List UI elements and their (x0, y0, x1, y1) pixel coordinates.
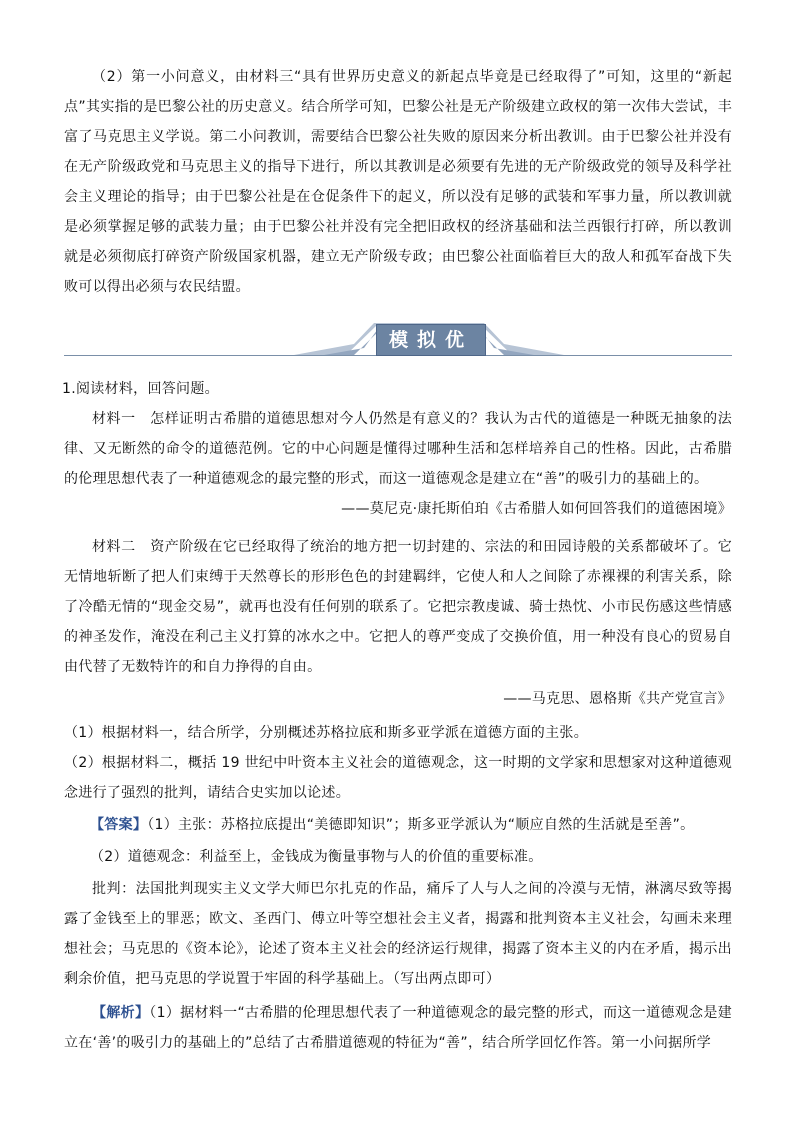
section-banner (64, 322, 732, 381)
answer-part-2: （2）道德观念：利益至上，金钱成为衡量事物与人的价值的重要标准。 (90, 849, 543, 865)
answer-label: 【答案】 (90, 817, 148, 833)
sub-question-1: （1）根据材料一，结合所学，分别概述苏格拉底和斯多亚学派在道德方面的主张。 (64, 725, 589, 741)
answer-part-1-text: （1）主张：苏格拉底提出“美德即知识”；斯多亚学派认为“顺应自然的生活就是至善”。 (147, 817, 695, 833)
material-2-text: 材料二 资产阶级在它已经取得了统治的地方把一切封建的、宗法的和田园诗般的关系都破坏了。它无情地斩断了把人们束缚于天然尊长的形形色色的封建羁绊，它使人和人之间除了赤裸裸的利害关系，除了冷酷无情的“现金交易”，就再也没有任何别的联系了。它把宗教虔诚、骑士热忱、小市民伤感这些情感的神圣发作，淹没在利己主义打算的冰水之中。它把人的尊严变成了交换价值，用一种没有良心的贸易自由代替了无数特许的和自力挣得的自由。 (64, 539, 732, 675)
material-1-source: ——莫尼克·康托斯伯珀《古希腊人如何回答我们的道德困境》 (341, 501, 732, 517)
top-paragraph: （2）第一小问意义，由材料三“具有世界历史意义的新起点毕竟是已经取得了”可知，这里的“新起点”其实指的是巴黎公社的历史意义。结合所学可知，巴黎公社是无产阶级建立政权的第一次伟大尝试，丰富了马克思主义学说。第二小问教训，需要结合巴黎公社失败的原因来分析出教训。由于巴黎公社并没有在无产阶级政党和马克思主义的指导下进行，所以其教训是必须要有先进的无产阶级政党的领导及科学社会主义理论的指导；由于巴黎公社是在仓促条件下的起义，所以没有足够的武装和军事力量，所以教训就是必须掌握足够的武装力量；由于巴黎公社并没有完全把旧政权的经济基础和法兰西银行打碎，所以教训就是必须彻底打碎资产阶级国家机器，建立无产阶级专政；由巴黎公社面临着巨大的敌人和孤军奋战下失败可以得出必须与农民结盟。 (64, 69, 732, 295)
answer-part-1 (90, 810, 732, 840)
answer-part-3: 批判：法国批判现实主义文学大师巴尔扎克的作品，痛斥了人与人之间的冷漠与无情，淋漓尽致等揭露了金钱至上的罪恶；欧文、圣西门、傅立叶等空想社会主义者，揭露和批判资本主义社会，勾画未来理想社会；马克思的《资本论》，论述了资本主义社会的经济运行规律，揭露了资本主义的内在矛盾，揭示出剩余价值，把马克思的学说置于牢固的科学基础上。（写出两点即可） (64, 881, 732, 987)
analysis-text: （1）据材料一“古希腊的伦理思想代表了一种道德观念的最完整的形式，而这一道德观念是建立在‘善’的吸引力的基础上的”总结了古希腊道德观的特征为“善”，结合所学回忆作答。第一小问据所学 (64, 1005, 732, 1051)
material-2-source: ——马克思、恩格斯《共产党宣言》 (503, 691, 732, 707)
material-1-text: 材料一 怎样证明古希腊的道德思想对今人仍然是有意义的？我认为古代的道德是一种既无抽象的法律、又无断然的命令的道德范例。它的中心问题是懂得过哪种生活和怎样培养自己的性格。因此，古希腊的伦理思想代表了一种道德观念的最完整的形式，而这一道德观念是建立在“善”的吸引力的基础上的。 (64, 411, 732, 487)
analysis-label: 【解析】 (92, 1005, 150, 1021)
banner-title: 模拟优练 (376, 324, 486, 356)
analysis-paragraph (64, 998, 732, 1058)
sub-question-2: （2）根据材料二，概括 19 世纪中叶资本主义社会的道德观念，这一时期的文学家和思想家对这种道德观念进行了强烈的批判，请结合史实加以论述。 (64, 755, 732, 801)
question-intro: 1.阅读材料，回答问题。 (62, 381, 219, 397)
